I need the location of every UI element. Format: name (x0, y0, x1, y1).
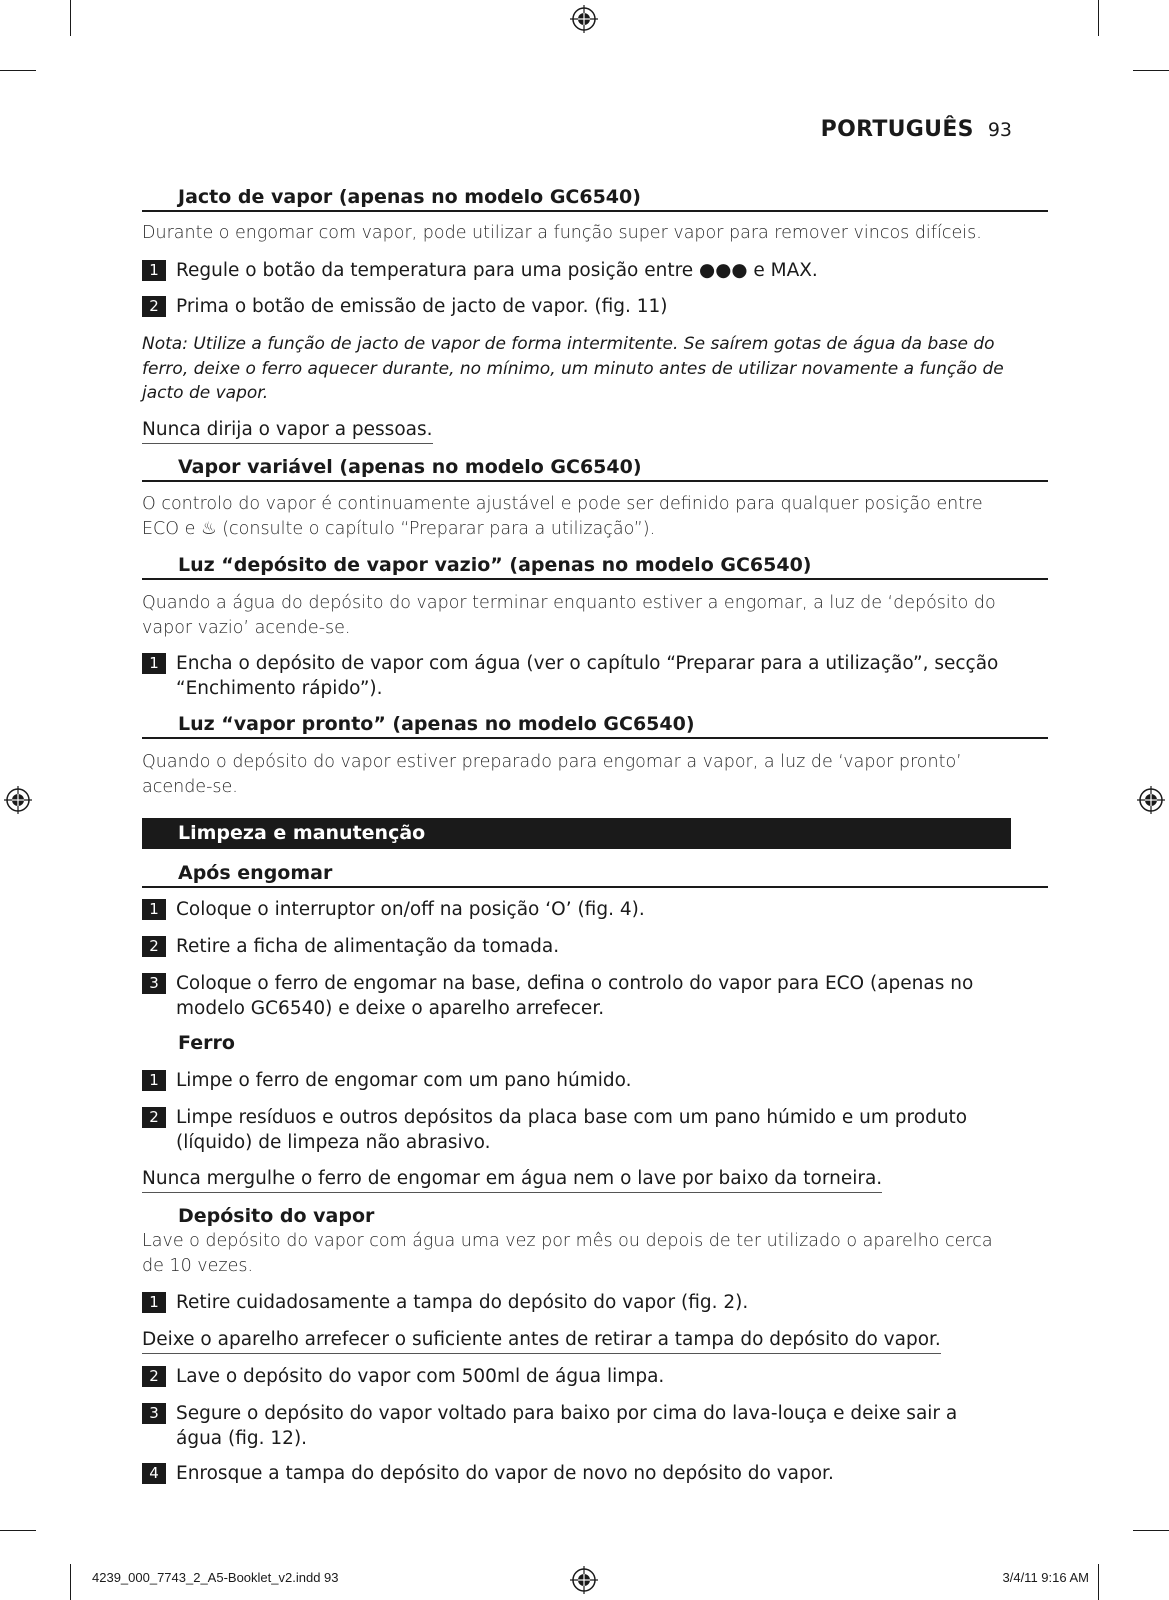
note-line: ferro, deixe o ferro aquecer durante, no mínimo, um minuto antes de utilizar novamente a função de (142, 358, 1004, 379)
step-text: “Enchimento rápido”). (176, 678, 383, 699)
paragraph-line: Quando a água do depósito do vapor terminar enquanto estiver a engomar, a luz de ‘depósito do (142, 593, 996, 613)
step (142, 258, 1012, 283)
paragraph-line: Lave o depósito do vapor com água uma vez por mês ou depois de ter utilizado o aparelho cerca (142, 1231, 993, 1251)
step (142, 897, 1012, 922)
language-title: PORTUGUÊS (820, 117, 974, 142)
registration-mark-icon (570, 1566, 598, 1594)
note-line: jacto de vapor. (142, 383, 269, 403)
crop-mark (1098, 1564, 1099, 1600)
crop-mark (0, 1530, 36, 1531)
paragraph-line: O controlo do vapor é continuamente ajustável e pode ser definido para qualquer posição entre (142, 494, 983, 514)
registration-mark-icon (1137, 786, 1165, 814)
step-text: Regule o botão da temperatura para uma posição entre ●●● e MAX. (176, 260, 818, 281)
chapter-title-bar: Limpeza e manutenção (142, 818, 1011, 849)
step-text: Coloque o interruptor on/off na posição ‘O’ (fig. 4). (176, 899, 645, 920)
step (142, 651, 1012, 701)
step (142, 971, 1012, 1021)
crop-mark (0, 70, 36, 71)
crop-mark (1133, 70, 1169, 71)
paragraph-line: Quando o depósito do vapor estiver preparado para engomar a vapor, a luz de ‘vapor pronto’ (142, 752, 962, 772)
paragraph: Durante o engomar com vapor, pode utilizar a função super vapor para remover vincos difíceis. (142, 223, 982, 243)
paragraph (142, 492, 1012, 542)
step-number: 4 (142, 1463, 166, 1484)
step-number: 1 (142, 899, 166, 920)
footer-file-info: 4239_000_7743_2_A5-Booklet_v2.indd 93 (92, 1570, 339, 1585)
step-number: 1 (142, 1070, 166, 1091)
step-number: 2 (142, 1366, 166, 1387)
step (142, 1461, 1012, 1486)
page-number: 93 (987, 119, 1012, 141)
warning (142, 417, 1012, 444)
registration-mark-icon (4, 786, 32, 814)
step-text: Coloque o ferro de engomar na base, defina o controlo do vapor para ECO (apenas no (176, 973, 974, 994)
paragraph-line: acende-se. (142, 777, 238, 797)
step (142, 1401, 1012, 1451)
paragraph-line: vapor vazio’ acende-se. (142, 618, 351, 638)
step-number: 2 (142, 1107, 166, 1128)
step-number: 3 (142, 1403, 166, 1424)
subsection-heading: Depósito do vapor (178, 1205, 375, 1227)
step-text: Limpe resíduos e outros depósitos da placa base com um pano húmido e um produto (176, 1107, 968, 1128)
paragraph-line: de 10 vezes. (142, 1256, 254, 1276)
warning-text: Nunca mergulhe o ferro de engomar em água nem o lave por baixo da torneira. (142, 1166, 882, 1193)
step (142, 1364, 1012, 1389)
paragraph (142, 1229, 1012, 1279)
step-text: (líquido) de limpeza não abrasivo. (176, 1132, 491, 1153)
step-text: Prima o botão de emissão de jacto de vapor. (fig. 11) (176, 296, 668, 317)
step-text: Retire a ficha de alimentação da tomada. (176, 936, 560, 957)
step (142, 934, 1012, 959)
crop-mark (70, 0, 71, 36)
step-number: 1 (142, 653, 166, 674)
section-heading: Após engomar (142, 860, 1048, 888)
section-heading: Luz “depósito de vapor vazio” (apenas no modelo GC6540) (142, 552, 1048, 580)
step-text: Limpe o ferro de engomar com um pano húmido. (176, 1070, 632, 1091)
warning-text: Deixe o aparelho arrefecer o suficiente antes de retirar a tampa do depósito do vapor. (142, 1327, 941, 1354)
step-text: Retire cuidadosamente a tampa do depósito do vapor (fig. 2). (176, 1292, 749, 1313)
step-text: Lave o depósito do vapor com 500ml de água limpa. (176, 1366, 665, 1387)
step-number: 1 (142, 260, 166, 281)
section-heading: Jacto de vapor (apenas no modelo GC6540) (142, 184, 1048, 212)
crop-mark (1133, 1530, 1169, 1531)
paragraph-line: ECO e ♨ (consulte o capítulo “Preparar para a utilização”). (142, 519, 656, 539)
step-text: Enrosque a tampa do depósito do vapor de novo no depósito do vapor. (176, 1463, 834, 1484)
section-heading: Luz “vapor pronto” (apenas no modelo GC6540) (142, 711, 1048, 739)
page-header (821, 117, 1012, 153)
step-text: modelo GC6540) e deixe o aparelho arrefecer. (176, 998, 605, 1019)
warning-text: Nunca dirija o vapor a pessoas. (142, 417, 433, 444)
paragraph (142, 591, 1012, 641)
step (142, 1068, 1012, 1093)
crop-mark (70, 1564, 71, 1600)
warning (142, 1327, 1012, 1354)
step-text: Encha o depósito de vapor com água (ver o capítulo “Preparar para a utilização”, secção (176, 653, 999, 674)
step-number: 2 (142, 936, 166, 957)
registration-mark-icon (570, 5, 598, 33)
note (142, 332, 1012, 406)
step (142, 294, 1012, 319)
step-text: Segure o depósito do vapor voltado para baixo por cima do lava-louça e deixe sair a (176, 1403, 958, 1424)
step-number: 3 (142, 973, 166, 994)
step-text: água (fig. 12). (176, 1428, 308, 1449)
subsection-heading: Ferro (178, 1032, 235, 1054)
footer-timestamp: 3/4/11 9:16 AM (1002, 1570, 1089, 1585)
step-number: 1 (142, 1292, 166, 1313)
section-heading: Vapor variável (apenas no modelo GC6540) (142, 454, 1048, 482)
paragraph (142, 750, 1012, 800)
step-number: 2 (142, 296, 166, 317)
crop-mark (1098, 0, 1099, 36)
note-line: Nota: Utilize a função de jacto de vapor de forma intermitente. Se saírem gotas de água da base do (142, 334, 995, 354)
step (142, 1105, 1012, 1155)
step (142, 1290, 1012, 1315)
warning (142, 1166, 1012, 1193)
